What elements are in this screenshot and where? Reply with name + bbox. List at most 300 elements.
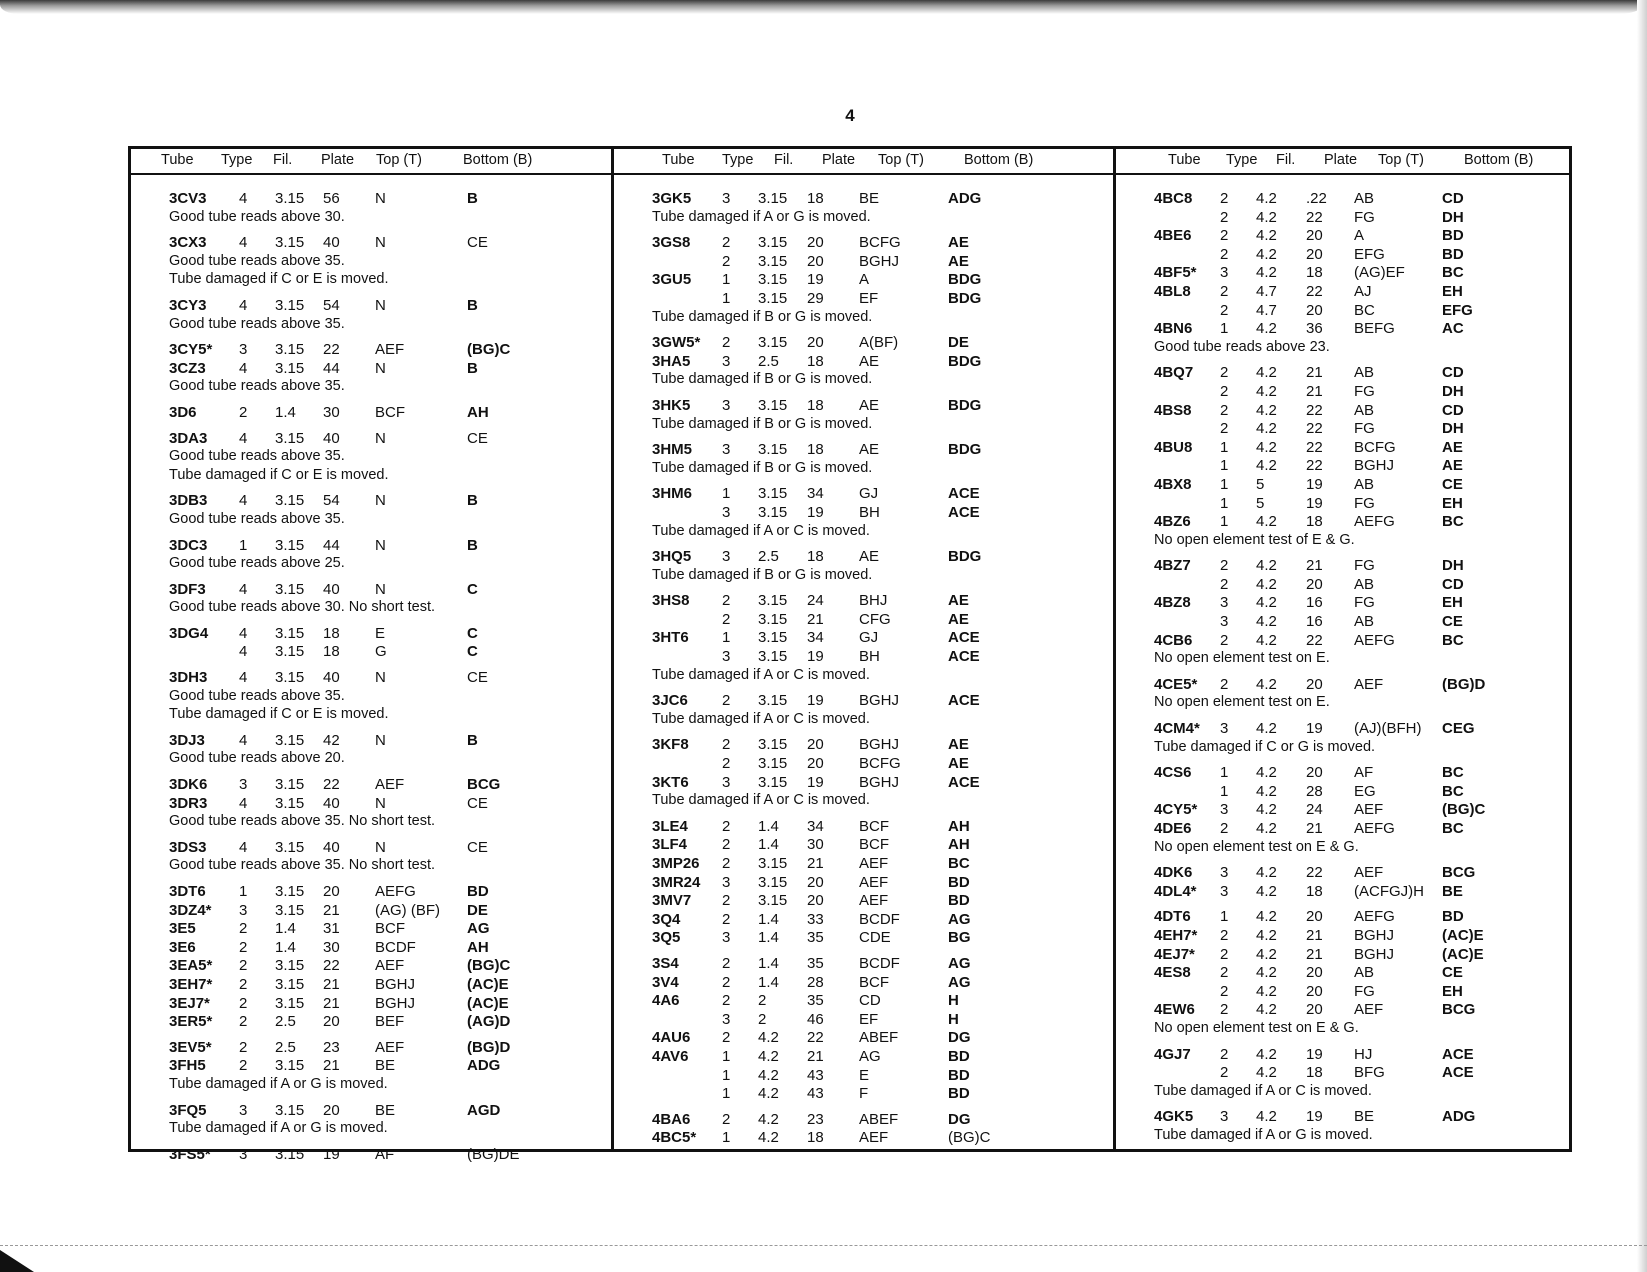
tube-cell: 3MP26: [652, 855, 700, 872]
plate-cell: 18: [323, 643, 340, 661]
filament-cell: 4.2: [1256, 575, 1277, 593]
top-pins-cell: BGHJ: [375, 994, 416, 1012]
tube-cell: 4BA6: [652, 1110, 691, 1128]
tube-cell: 4BS8: [1154, 401, 1192, 419]
header-tube: Tube: [1168, 152, 1201, 168]
filament-cell: 4.2: [1256, 320, 1277, 338]
plate-cell: 20: [1306, 964, 1323, 982]
filament-cell: 2.5: [275, 1038, 296, 1056]
filament-cell: 3.15: [758, 289, 788, 307]
top-pins-cell: BEF: [375, 1013, 405, 1031]
bottom-pins-cell: CE: [1442, 964, 1463, 982]
top-pins-cell: EF: [859, 289, 879, 307]
block-spacer: [614, 327, 1113, 334]
plate-cell: 44: [323, 536, 340, 554]
table-row: [614, 892, 1113, 911]
table-column-3: [1113, 149, 1569, 1149]
top-pins-cell: N: [375, 492, 386, 510]
plate-cell: 22: [323, 957, 340, 975]
top-pins-cell: BCF: [859, 973, 889, 991]
filament-cell: 4.2: [1256, 864, 1277, 882]
top-pins-cell: BE: [859, 190, 880, 207]
top-pins-cell: AJ: [1354, 282, 1372, 300]
tube-cell: 4EW6: [1154, 1001, 1195, 1019]
top-pins-cell: EG: [1354, 782, 1376, 800]
table-row: [131, 1102, 611, 1121]
type-cell: 3: [722, 548, 731, 566]
type-cell: 2: [239, 957, 248, 975]
top-pins-cell: E: [375, 624, 386, 642]
filament-cell: 4.2: [1256, 882, 1277, 900]
type-cell: 1: [722, 1085, 731, 1103]
top-pins-cell: AB: [1354, 575, 1375, 593]
top-pins-cell: FG: [1354, 594, 1375, 612]
type-cell: 1: [722, 1047, 731, 1065]
table-row: [614, 592, 1113, 611]
filament-cell: 3.15: [275, 1057, 305, 1075]
plate-cell: 20: [1306, 575, 1323, 593]
table-row: [1116, 439, 1569, 458]
table-row: [131, 1146, 611, 1165]
bottom-pins-cell: BD: [948, 1085, 970, 1103]
plate-cell: 20: [1306, 301, 1323, 319]
table-row: [614, 836, 1113, 855]
plate-cell: 19: [1306, 475, 1323, 493]
tube-cell: 3CY5*: [169, 341, 213, 359]
tube-cell: 4A6: [652, 992, 680, 1010]
filament-cell: 4.2: [1256, 820, 1277, 837]
bottom-pins-cell: B: [467, 296, 478, 314]
filament-cell: 1.4: [758, 929, 779, 947]
bottom-pins-cell: CE: [467, 669, 488, 687]
tube-note: Tube damaged if A or C is moved.: [652, 666, 870, 683]
plate-cell: 22: [323, 776, 340, 794]
table-row: [131, 669, 611, 688]
tube-cell: 3GK5: [652, 190, 692, 207]
bottom-pins-cell: CD: [1442, 364, 1464, 382]
bottom-pins-cell: (BG)C: [467, 957, 511, 975]
plate-cell: 21: [807, 610, 824, 628]
tube-note: Tube damaged if A or G is moved.: [169, 1075, 388, 1092]
type-cell: 2: [1220, 1045, 1229, 1063]
tube-cell: 3FS5*: [169, 1145, 211, 1163]
plate-cell: 22: [1306, 457, 1323, 475]
tube-cell: 3V4: [652, 973, 679, 991]
filament-cell: 3.15: [758, 755, 788, 773]
tube-note: Tube damaged if C or E is moved.: [169, 706, 389, 723]
bottom-pins-cell: (AC)E: [1442, 945, 1484, 963]
table-row: [1116, 1108, 1569, 1127]
type-cell: 3: [239, 776, 248, 794]
page-corner-mark: [0, 1250, 34, 1272]
filament-cell: 3.15: [275, 731, 305, 749]
header-plate: Plate: [321, 152, 355, 168]
table-row: [131, 1057, 611, 1076]
top-pins-cell: N: [375, 429, 386, 447]
bottom-pins-cell: AG: [467, 920, 490, 938]
bottom-pins-cell: BD: [948, 892, 970, 910]
tube-note: Good tube reads above 30. No short test.: [169, 599, 435, 616]
bottom-pins-cell: AE: [948, 234, 969, 252]
table-row: [131, 492, 611, 511]
tube-cell: 3FQ5: [169, 1101, 207, 1119]
type-cell: 1: [1220, 320, 1229, 338]
plate-cell: 24: [1306, 801, 1323, 819]
tube-cell: 4AV6: [652, 1047, 689, 1065]
plate-cell: 19: [807, 692, 824, 710]
plate-cell: 35: [807, 992, 824, 1010]
bottom-pins-cell: H: [948, 1010, 959, 1028]
table-row: [131, 537, 611, 556]
type-cell: 1: [722, 629, 731, 647]
table-row: [1116, 1064, 1569, 1083]
filament-cell: 3.15: [758, 692, 788, 710]
top-pins-cell: AB: [1354, 401, 1375, 419]
filament-cell: 4.2: [758, 1085, 779, 1103]
top-pins-cell: AB: [1354, 190, 1375, 207]
bottom-pins-cell: DH: [1442, 208, 1464, 226]
type-cell: 1: [1220, 457, 1229, 475]
tube-cell: 3CV3: [169, 190, 207, 207]
filament-cell: 4.2: [1256, 720, 1277, 738]
table-row: [131, 643, 611, 662]
top-pins-cell: AEFG: [1354, 631, 1395, 649]
header-fil: Fil.: [774, 152, 794, 168]
table-row: [614, 974, 1113, 993]
plate-cell: 20: [1306, 908, 1323, 926]
tube-cell: 4BZ6: [1154, 513, 1191, 531]
type-cell: 2: [722, 892, 731, 910]
type-cell: 3: [239, 901, 248, 919]
filament-cell: 1.4: [758, 817, 779, 835]
column-rows: [614, 175, 1113, 1155]
bottom-pins-cell: CE: [467, 794, 488, 812]
bottom-pins-cell: DH: [1442, 382, 1464, 400]
filament-cell: 1.4: [275, 403, 296, 421]
top-pins-cell: N: [375, 536, 386, 554]
type-cell: 4: [239, 838, 248, 856]
filament-cell: 4.2: [758, 1029, 779, 1047]
filament-cell: 4.2: [1256, 764, 1277, 782]
block-spacer: [614, 541, 1113, 548]
plate-cell: 40: [323, 669, 340, 687]
block-spacer: [614, 1104, 1113, 1111]
plate-cell: 20: [1306, 245, 1323, 263]
plate-cell: 18: [1306, 882, 1323, 900]
block-spacer: [614, 729, 1113, 736]
type-cell: 1: [1220, 764, 1229, 782]
scan-edge-right: [1637, 0, 1647, 1272]
bottom-pins-cell: BC: [1442, 513, 1464, 531]
bottom-pins-cell: BD: [948, 1066, 970, 1084]
top-pins-cell: (AG)EF: [1354, 264, 1405, 282]
column-rows: [1116, 175, 1569, 1153]
top-pins-cell: AEF: [375, 341, 405, 359]
plate-cell: 23: [807, 1110, 824, 1128]
table-column-2: [611, 149, 1113, 1149]
bottom-pins-cell: BD: [948, 873, 970, 891]
bottom-pins-cell: DH: [1442, 557, 1464, 575]
top-pins-cell: A(BF): [859, 334, 899, 352]
bottom-pins-cell: BDG: [948, 441, 982, 459]
header-type: Type: [722, 152, 754, 168]
filament-cell: 3.15: [758, 773, 788, 791]
top-pins-cell: AB: [1354, 964, 1375, 982]
type-cell: 1: [722, 1066, 731, 1084]
tube-cell: 3E6: [169, 938, 196, 956]
table-row: [614, 755, 1113, 774]
table-row: [1116, 764, 1569, 783]
block-spacer: [614, 434, 1113, 441]
bottom-pins-cell: AE: [1442, 438, 1463, 456]
tube-cell: 4BC5*: [652, 1129, 697, 1147]
filament-cell: 1.4: [758, 910, 779, 928]
filament-cell: 4.2: [1256, 364, 1277, 382]
plate-cell: 20: [807, 873, 824, 891]
table-row: [614, 855, 1113, 874]
top-pins-cell: AEF: [1354, 1001, 1384, 1019]
tube-note: Good tube reads above 35.: [169, 687, 345, 704]
type-cell: 2: [1220, 364, 1229, 382]
filament-cell: 5: [1256, 494, 1265, 512]
plate-cell: 20: [807, 234, 824, 252]
top-pins-cell: BCFG: [859, 755, 901, 773]
plate-cell: 35: [807, 929, 824, 947]
tube-note: Tube damaged if B or G is moved.: [652, 415, 873, 432]
tube-cell: 4BZ8: [1154, 594, 1191, 612]
tube-note: Good tube reads above 35. No short test.: [169, 857, 435, 874]
bottom-pins-cell: CE: [1442, 613, 1463, 631]
block-spacer: [1116, 550, 1569, 557]
plate-cell: 20: [1306, 675, 1323, 693]
table-row: [614, 504, 1113, 523]
type-cell: 4: [239, 794, 248, 812]
bottom-pins-cell: C: [467, 580, 478, 598]
block-spacer: [131, 290, 611, 297]
filament-cell: 4.2: [1256, 675, 1277, 693]
plate-cell: 21: [323, 975, 340, 993]
tube-note: No open element test on E.: [1154, 694, 1330, 711]
tube-cell: 4CB6: [1154, 631, 1193, 649]
filament-cell: 2.5: [275, 1013, 296, 1031]
type-cell: 2: [239, 1013, 248, 1031]
plate-cell: 54: [323, 492, 340, 510]
table-row: [1116, 801, 1569, 820]
table-row: [1116, 513, 1569, 532]
bottom-pins-cell: (BG)D: [1442, 675, 1486, 693]
tube-note: Tube damaged if B or G is moved.: [652, 371, 873, 388]
plate-cell: 20: [807, 334, 824, 352]
type-cell: 3: [1220, 613, 1229, 631]
header-plate: Plate: [822, 152, 856, 168]
bottom-pins-cell: CE: [467, 838, 488, 856]
block-spacer: [614, 585, 1113, 592]
top-pins-cell: AEF: [1354, 864, 1384, 882]
tube-cell: 4BE6: [1154, 227, 1192, 245]
top-pins-cell: AEFG: [1354, 513, 1395, 531]
tube-cell: 3GU5: [652, 271, 692, 289]
type-cell: 2: [1220, 301, 1229, 319]
plate-cell: 23: [323, 1038, 340, 1056]
plate-cell: 30: [323, 938, 340, 956]
top-pins-cell: AF: [375, 1145, 395, 1163]
top-pins-cell: N: [375, 296, 386, 314]
type-cell: 2: [1220, 982, 1229, 1000]
tube-note: Good tube reads above 35.: [169, 448, 345, 465]
table-row: [131, 995, 611, 1014]
tube-note: Good tube reads above 35.: [169, 252, 345, 269]
type-cell: 1: [239, 536, 248, 554]
filament-cell: 3.15: [275, 643, 305, 661]
filament-cell: 3.15: [758, 610, 788, 628]
top-pins-cell: BGHJ: [1354, 457, 1395, 475]
table-row: [614, 190, 1113, 209]
bottom-pins-cell: BD: [467, 883, 489, 900]
table-row: [1116, 457, 1569, 476]
type-cell: 2: [1220, 964, 1229, 982]
bottom-pins-cell: C: [467, 624, 478, 642]
top-pins-cell: BH: [859, 648, 880, 666]
type-cell: 2: [722, 855, 731, 872]
type-cell: 2: [1220, 631, 1229, 649]
type-cell: 2: [1220, 675, 1229, 693]
top-pins-cell: ABEF: [859, 1110, 899, 1128]
plate-cell: 42: [323, 731, 340, 749]
tube-cell: 3MV7: [652, 892, 692, 910]
table-row: [614, 441, 1113, 460]
top-pins-cell: BGHJ: [859, 692, 900, 710]
tube-cell: 4EH7*: [1154, 926, 1198, 944]
tube-cell: 3MR24: [652, 873, 701, 891]
filament-cell: 3.15: [275, 624, 305, 642]
tube-note: Tube damaged if B or G is moved.: [652, 459, 873, 476]
block-spacer: [1116, 857, 1569, 864]
type-cell: 2: [722, 334, 731, 352]
filament-cell: 4.2: [1256, 457, 1277, 475]
table-row: [1116, 1046, 1569, 1065]
filament-cell: 4.2: [1256, 420, 1277, 438]
bottom-pins-cell: EH: [1442, 282, 1463, 300]
bottom-pins-cell: EH: [1442, 982, 1463, 1000]
table-row: [614, 1111, 1113, 1130]
filament-cell: 4.2: [1256, 227, 1277, 245]
header-top: Top (T): [376, 152, 422, 168]
top-pins-cell: AF: [1354, 764, 1374, 782]
bottom-pins-cell: BD: [948, 1047, 970, 1065]
type-cell: 2: [722, 1029, 731, 1047]
type-cell: 3: [1220, 720, 1229, 738]
filament-cell: 3.15: [758, 629, 788, 647]
type-cell: 3: [722, 773, 731, 791]
table-row: [131, 1013, 611, 1032]
header-type: Type: [1226, 152, 1258, 168]
type-cell: 3: [1220, 594, 1229, 612]
plate-cell: 46: [807, 1010, 824, 1028]
plate-cell: 18: [1306, 513, 1323, 531]
bottom-pins-cell: AH: [948, 836, 970, 854]
filament-cell: 4.2: [1256, 1064, 1277, 1082]
tube-cell: 3HQ5: [652, 548, 692, 566]
filament-cell: 1.4: [275, 938, 296, 956]
filament-cell: 3.15: [275, 190, 305, 207]
top-pins-cell: AE: [859, 396, 880, 414]
header-tube: Tube: [161, 152, 194, 168]
plate-cell: 21: [323, 994, 340, 1012]
block-spacer: [131, 423, 611, 430]
filament-cell: 4.2: [758, 1110, 779, 1128]
table-row: [1116, 576, 1569, 595]
plate-cell: 20: [1306, 227, 1323, 245]
column-header: [614, 149, 1113, 175]
tube-cell: 4CM4*: [1154, 720, 1200, 738]
plate-cell: 19: [807, 503, 824, 521]
filament-cell: 4.2: [758, 1129, 779, 1147]
bottom-pins-cell: DH: [1442, 420, 1464, 438]
filament-cell: 1.4: [275, 920, 296, 938]
bottom-pins-cell: CE: [467, 234, 488, 252]
tube-cell: 3D6: [169, 403, 197, 421]
tube-note: Tube damaged if A or G is moved.: [652, 208, 871, 225]
table-row: [131, 190, 611, 209]
top-pins-cell: FG: [1354, 494, 1375, 512]
tube-note: Good tube reads above 35.: [169, 315, 345, 332]
table-row: [614, 955, 1113, 974]
type-cell: 3: [722, 929, 731, 947]
plate-cell: 40: [323, 234, 340, 252]
tube-cell: 4GK5: [1154, 1108, 1194, 1126]
type-cell: 2: [722, 910, 731, 928]
table-row: [614, 818, 1113, 837]
plate-cell: 21: [323, 901, 340, 919]
top-pins-cell: GJ: [859, 485, 879, 503]
bottom-pins-cell: EH: [1442, 494, 1463, 512]
plate-cell: 22: [1306, 631, 1323, 649]
table-row: [131, 1039, 611, 1058]
table-row: [1116, 908, 1569, 927]
plate-cell: 19: [807, 271, 824, 289]
block-spacer: [131, 618, 611, 625]
table-row: [131, 625, 611, 644]
plate-cell: 43: [807, 1085, 824, 1103]
filament-cell: 4.2: [1256, 613, 1277, 631]
tube-cell: 3GS8: [652, 234, 691, 252]
tube-cell: 3KF8: [652, 736, 689, 754]
tube-cell: 3FH5: [169, 1057, 206, 1075]
plate-cell: 19: [1306, 494, 1323, 512]
plate-cell: 18: [1306, 1064, 1323, 1082]
table-row: [131, 404, 611, 423]
tube-cell: 4BZ7: [1154, 557, 1191, 575]
top-pins-cell: GJ: [859, 629, 879, 647]
filament-cell: 3.15: [758, 855, 788, 872]
type-cell: 3: [1220, 864, 1229, 882]
top-pins-cell: BGHJ: [859, 736, 900, 754]
type-cell: 4: [239, 492, 248, 510]
type-cell: 2: [1220, 945, 1229, 963]
table-row: [614, 271, 1113, 290]
type-cell: 2: [722, 610, 731, 628]
plate-cell: 21: [807, 1047, 824, 1065]
bottom-pins-cell: ADG: [467, 1057, 501, 1075]
tube-cell: 4AU6: [652, 1029, 691, 1047]
top-pins-cell: AEF: [859, 892, 889, 910]
tube-cell: 4BU8: [1154, 438, 1193, 456]
type-cell: 1: [722, 485, 731, 503]
type-cell: 2: [722, 234, 731, 252]
filament-cell: 3.15: [758, 648, 788, 666]
top-pins-cell: N: [375, 838, 386, 856]
table-row: [131, 360, 611, 379]
